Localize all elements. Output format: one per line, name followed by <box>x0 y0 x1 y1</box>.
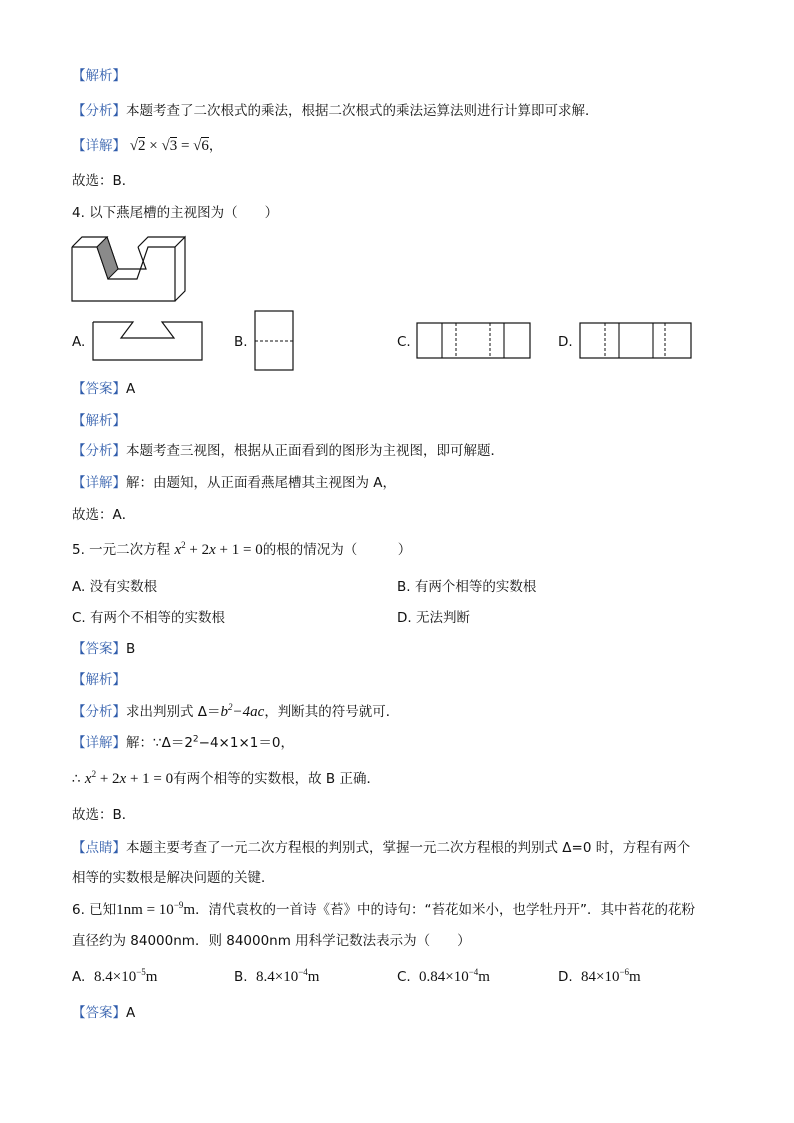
q6-answer: 【答案】A <box>72 1005 136 1021</box>
q4-jiexi-heading: 【解析】 <box>72 413 126 429</box>
q4-guxuan: 故选：A． <box>72 507 136 523</box>
q5-jiexi-heading: 【解析】 <box>72 672 126 688</box>
q4-option-a-figure <box>92 320 204 362</box>
q6-option-c-label: C. <box>397 969 411 985</box>
discriminant-expr: $b^2-4ac$ <box>220 702 265 720</box>
fenxi-text: 本题考查了二次根式的乘法，根据二次根式的乘法运算法则进行计算即可求解． <box>126 103 599 119</box>
q5-guxuan: 故选：B． <box>72 807 136 823</box>
q4-option-c-label: C. <box>397 334 411 350</box>
q5-xiangjie: 【详解】解：$\because\Delta=2^2-4\times 1\times 1=0$， <box>72 734 294 751</box>
q4-answer: 【答案】A <box>72 381 136 397</box>
q5-option-b: B. 有两个相等的实数根 <box>397 579 537 595</box>
q6-option-d-label: D. <box>558 969 573 985</box>
q5-dianjing-1: 【点睛】本题主要考查了一元二次方程根的判别式，掌握一元二次方程根的判别式 Δ=0 时，方程有两个 <box>72 840 691 856</box>
guxuan-line: 故选：B． <box>72 173 136 189</box>
q5-equation: $x^2 + 2x + 1 = 0$ <box>174 540 263 558</box>
q4-stem: 4. 以下燕尾槽的主视图为（ ） <box>72 205 279 221</box>
q6-option-a-value: $8.4\times 10^{-5}m$ <box>94 967 158 985</box>
q5-option-a: A. 没有实数根 <box>72 579 158 595</box>
q5-therefore: ∴ $x^2 + 2x + 1 = 0$有两个相等的实数根，故 B 正确． <box>72 769 380 787</box>
q4-option-d-figure <box>579 322 693 360</box>
q5-answer: 【答案】B <box>72 641 136 657</box>
q4-option-b-label: B. <box>234 334 248 350</box>
q4-option-b-figure <box>254 310 294 372</box>
jiexi-heading: 【解析】 <box>72 68 126 84</box>
nm-definition: $1nm = 10^{-9}m$ <box>116 900 196 918</box>
sqrt-equation: √2 × √3 = √6 <box>126 138 209 154</box>
q5-option-d: D. 无法判断 <box>397 610 470 626</box>
q6-option-d-value: $84\times 10^{-6}m$ <box>581 967 641 985</box>
fenxi-line <box>72 101 599 121</box>
q6-option-b-label: B. <box>234 969 248 985</box>
q4-fenxi: 【分析】本题考查三视图，根据从正面看到的图形为主视图，即可解题． <box>72 443 504 459</box>
q5-stem: 5. 一元二次方程 $x^2 + 2x + 1 = 0$的根的情况为（ ） <box>72 540 412 558</box>
q5-dianjing-2: 相等的实数根是解决问题的关键． <box>72 870 275 886</box>
q5-option-c: C. 有两个不相等的实数根 <box>72 610 226 626</box>
xiangjie-line: 【详解】 √2 × √3 = √6， <box>72 138 223 154</box>
fenxi-tag: 【分析】 <box>72 103 126 119</box>
q6-stem-2: 直径约为 84000nm．则 84000nm 用科学记数法表示为（ ） <box>72 933 471 949</box>
q6-option-c-value: $0.84\times 10^{-4}m$ <box>419 967 490 985</box>
q4-xiangjie: 【详解】解：由题知，从正面看燕尾槽其主视图为 A， <box>72 475 397 491</box>
q4-option-a-label: A. <box>72 334 86 350</box>
dovetail-3d-figure <box>70 233 190 305</box>
xiangjie-tag: 【详解】 <box>72 138 126 154</box>
q6-option-b-value: $8.4\times 10^{-4}m$ <box>256 967 320 985</box>
q4-option-c-figure <box>416 322 532 360</box>
q6-stem-1: 6. 已知$1nm = 10^{-9}m$．清代袁枚的一首诗《苔》中的诗句：“苔花如米小，也学牡丹开”．其中苔花的花粉 <box>72 900 696 918</box>
q5-fenxi: 【分析】求出判别式 $\Delta=b^2-4ac$，判断其的符号就可． <box>72 702 400 720</box>
q6-option-a-label: A. <box>72 969 86 985</box>
q4-option-d-label: D. <box>558 334 573 350</box>
